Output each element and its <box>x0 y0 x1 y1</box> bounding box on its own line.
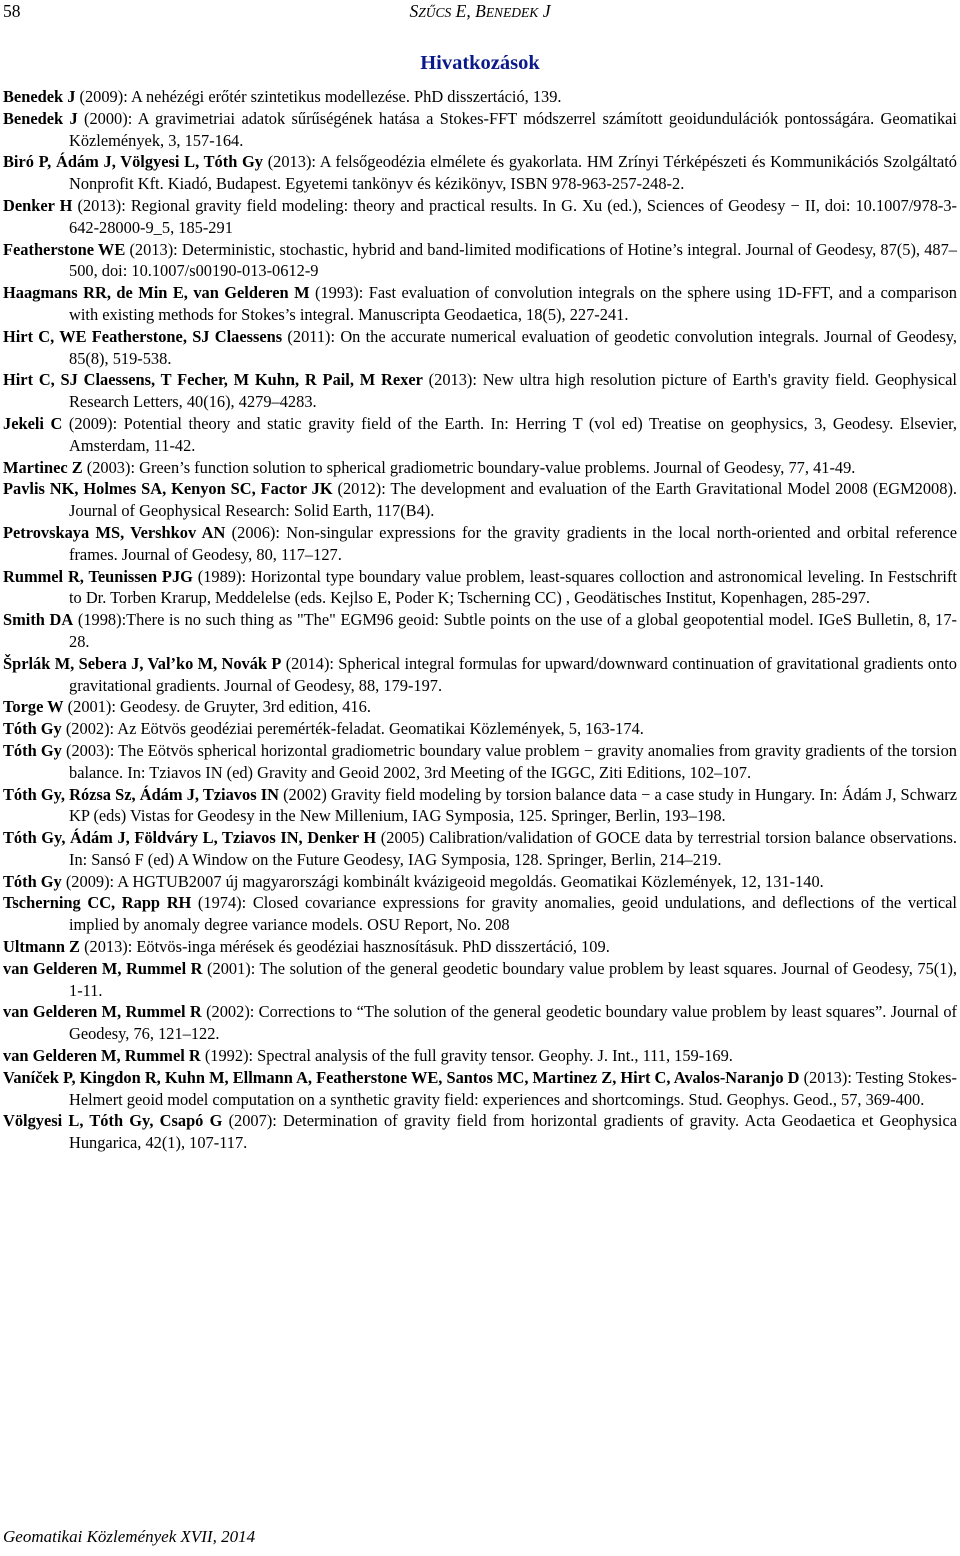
reference-entry <box>3 1001 957 1045</box>
reference-text: (2011): On the accurate numerical evaluation of geodetic convolution integrals. Journal of Geodesy, 85(8), 519-538. <box>69 326 957 368</box>
reference-authors: Torge W <box>3 697 64 717</box>
reference-entry <box>3 609 957 653</box>
reference-list <box>3 86 957 1154</box>
running-header <box>0 0 960 24</box>
reference-entry <box>3 653 957 697</box>
reference-authors: van Gelderen M, Rummel R <box>3 958 203 978</box>
reference-text: (2013): Eötvös-inga mérések és geodéziai hasznosításuk. PhD disszertáció, 109. <box>79 937 610 957</box>
reference-authors: Biró P, Ádám J, Völgyesi L, Tóth Gy <box>3 152 263 172</box>
reference-entry <box>3 871 957 893</box>
reference-entry <box>3 784 957 828</box>
reference-text: (2001): The solution of the general geodetic boundary value problem by least squares. Journal of Geodesy, 75(1), 1-11. <box>69 958 958 1000</box>
reference-entry <box>3 195 957 239</box>
reference-text: (2013): A felsőgeodézia elmélete és gyakorlata. HM Zrínyi Térképészeti és Kommunikációs Szolgáltató Nonprofit Kft. Kiadó, Budapest. Egyetemi tankönyv és kézikönyv, ISBN 978-963-257-248-2. <box>69 152 957 194</box>
reference-text: (2009): Potential theory and static gravity field of the Earth. In: Herring T (vol ed) Treatise on geophysics, 3, Geodesy. Elsevier, Amsterdam, 11-42. <box>62 413 957 455</box>
reference-authors: Pavlis NK, Holmes SA, Kenyon SC, Factor JK <box>3 479 333 499</box>
reference-entry <box>3 522 957 566</box>
reference-authors: Benedek J <box>3 87 76 106</box>
reference-authors: Denker H <box>3 195 73 215</box>
reference-text: (2005) Calibration/validation of GOCE data by terrestrial torsion balance observations. In: Sansó F (ed) A Window on the Future Geodesy, IAG Symposia, 128. Springer, Berlin, 214–219. <box>69 828 957 869</box>
reference-text: (2007): Determination of gravity field from horizontal gradients of gravity. Acta Geodaetica et Geophysica Hungarica, 42(1), 107-117. <box>69 1111 957 1153</box>
reference-authors: Haagmans RR, de Min E, van Gelderen M <box>3 283 310 303</box>
reference-authors: Ultmann Z <box>3 937 80 957</box>
reference-authors: van Gelderen M, Rummel R <box>3 1002 202 1022</box>
reference-authors: Rummel R, Teunissen PJG <box>3 566 193 586</box>
reference-authors: Vaníček P, Kingdon R, Kuhn M, Ellmann A, Featherstone WE, Santos MC, Martinez Z, Hirt C, Avalos-Naranjo D <box>3 1067 800 1087</box>
reference-text: (2012): The development and evaluation of the Earth Gravitational Model 2008 (EGM2008). Journal of Geophysical Research: Solid Earth, 117(B4). <box>69 479 957 521</box>
reference-entry <box>3 239 957 283</box>
reference-entry <box>3 326 957 370</box>
author-smallcaps-1: ZŰCS <box>418 5 452 20</box>
reference-text: (2013): Deterministic, stochastic, hybrid and band-limited modifications of Hotine’s integral. Journal of Geodesy, 87(5), 487–500, doi: 10.1007/s00190-013-0612-9 <box>69 239 957 281</box>
reference-entry <box>3 1110 957 1154</box>
reference-authors: Tóth Gy <box>3 719 62 739</box>
reference-entry <box>3 827 957 871</box>
reference-authors: Hirt C, WE Featherstone, SJ Claessens <box>3 326 283 346</box>
reference-entry <box>3 478 957 522</box>
section-title: Hivatkozások <box>420 52 540 74</box>
reference-entry <box>3 1045 957 1067</box>
reference-text: (2002): Corrections to “The solution of the general geodetic boundary value problem by least squares”. Journal of Geodesy, 76, 121–122. <box>69 1002 957 1044</box>
reference-entry <box>3 936 957 958</box>
reference-authors: Šprlák M, Sebera J, Val’ko M, Novák P <box>3 653 282 673</box>
author-mid: E, B <box>451 1 486 21</box>
reference-text: (1993): Fast evaluation of convolution integrals on the sphere using 1D-FFT, and a comparison with existing methods for Stokes’s integral. Manuscripta Geodaetica, 18(5), 227-241. <box>69 283 957 324</box>
running-title-authors <box>0 0 960 24</box>
reference-entry <box>3 1067 957 1111</box>
page-number: 58 <box>3 1 21 21</box>
reference-text: (2013): Regional gravity field modeling: theory and practical results. In G. Xu (ed.), Sciences of Geodesy − II, doi: 10.1007/978-3-642-28000-9_5, 185-291 <box>69 195 958 237</box>
reference-text: (2002): Az Eötvös geodéziai peremérték-feladat. Geomatikai Közlemények, 5, 163-174. <box>61 719 644 739</box>
reference-text: (2002) Gravity field modeling by torsion balance data − a case study in Hungary. In: Ádám J, Schwarz KP (eds) Vistas for Geodesy in the New Millenium, IAG Symposia, 125. Springer, Berlin, 193–198. <box>69 784 957 826</box>
reference-authors: Petrovskaya MS, Vershkov AN <box>3 522 226 542</box>
reference-entry <box>3 740 957 784</box>
reference-authors: Hirt C, SJ Claessens, T Fecher, M Kuhn, R Pail, M Rexer <box>3 370 423 390</box>
reference-text: (1992): Spectral analysis of the full gravity tensor. Geophy. J. Int., 111, 159-169. <box>200 1046 733 1066</box>
reference-entry <box>3 457 957 479</box>
reference-text: (2003): The Eötvös spherical horizontal gradiometric boundary value problem − gravity anomalies from gravity gradients of the torsion balance. In: Tziavos IN (ed) Gravity and Geoid 2002, 3rd Meeting of the IGGC, Ziti Editions, 102–107. <box>61 740 957 782</box>
reference-authors: Tóth Gy <box>3 871 62 891</box>
reference-authors: Jekeli C <box>3 413 63 433</box>
reference-text: (2003): Green’s function solution to spherical gradiometric boundary-value problems. Journal of Geodesy, 77, 41-49. <box>82 457 856 477</box>
author-smallcaps-2: ENEDEK <box>485 5 539 20</box>
reference-entry <box>3 369 957 413</box>
reference-authors: Featherstone WE <box>3 239 126 259</box>
reference-authors: Benedek J <box>3 108 78 128</box>
reference-authors: Tóth Gy, Rózsa Sz, Ádám J, Tziavos IN <box>3 784 279 804</box>
reference-text: (2013): Testing Stokes-Helmert geoid model computation on a synthetic gravity field: experiences and shortcomings. Stud. Geophys. Geod., 57, 369-400. <box>69 1067 957 1109</box>
reference-entry <box>3 696 957 718</box>
reference-entry <box>3 958 957 1002</box>
reference-text: (2000): A gravimetriai adatok sűrűségének hatása a Stokes-FFT módszerrel számított geoidundulációk pontosságára. Geomatikai Közlemények, 3, 157-164. <box>69 108 957 150</box>
reference-authors: Martinec Z <box>3 457 83 477</box>
reference-entry <box>3 282 957 326</box>
reference-authors: Völgyesi L, Tóth Gy, Csapó G <box>3 1111 223 1131</box>
reference-entry <box>3 413 957 457</box>
author-initial-1: S <box>409 1 419 21</box>
reference-text: (2014): Spherical integral formulas for upward/downward continuation of gravitational gradients onto gravitational gradients. Journal of Geodesy, 88, 179-197. <box>69 653 958 695</box>
reference-entry <box>3 108 957 152</box>
reference-entry <box>3 86 957 108</box>
reference-text: (1974): Closed covariance expressions for gravity anomalies, geoid undulations, and deflections of the vertical implied by anomaly degree variance models. OSU Report, No. 208 <box>69 893 957 935</box>
reference-text: (2013): New ultra high resolution picture of Earth's gravity field. Geophysical Research Letters, 40(16), 4279–4283. <box>69 370 957 412</box>
reference-authors: Tóth Gy, Ádám J, Földváry L, Tziavos IN, Denker H <box>3 828 377 848</box>
reference-text: (2001): Geodesy. de Gruyter, 3rd edition, 416. <box>63 697 371 717</box>
reference-authors: van Gelderen M, Rummel R <box>3 1046 201 1066</box>
author-tail: J <box>538 1 551 21</box>
page-footer: Geomatikai Közlemények XVII, 2014 <box>3 1527 256 1546</box>
reference-text: (2009): A HGTUB2007 új magyarországi kombinált kvázigeoid megoldás. Geomatikai Közlemények, 12, 131-140. <box>61 871 824 891</box>
reference-text: (1998):There is no such thing as "The" EGM96 geoid: Subtle points on the use of a global geopotential model. IGeS Bulletin, 8, 17-28. <box>69 610 957 651</box>
reference-text: (1989): Horizontal type boundary value problem, least-squares colloction and astronomical leveling. In Festschrift to Dr. Torben Krarup, Meddelelse (eds. Kejlso E, Poder K; Tscherning CC) , Geodätisches Institut, Kopenhagen, 285-297. <box>69 566 957 608</box>
reference-authors: Smith DA <box>3 610 74 630</box>
reference-entry <box>3 892 957 936</box>
reference-text: (2009): A nehézégi erőtér szintetikus modellezése. PhD disszertáció, 139. <box>75 87 562 106</box>
reference-entry <box>3 151 957 195</box>
reference-text: (2006): Non-singular expressions for the gravity gradients in the local north-oriented and orbital reference frames. Journal of Geodesy, 80, 117–127. <box>69 522 957 564</box>
reference-authors: Tóth Gy <box>3 740 62 760</box>
reference-entry <box>3 718 957 740</box>
reference-authors: Tscherning CC, Rapp RH <box>3 893 192 913</box>
reference-entry <box>3 566 957 610</box>
